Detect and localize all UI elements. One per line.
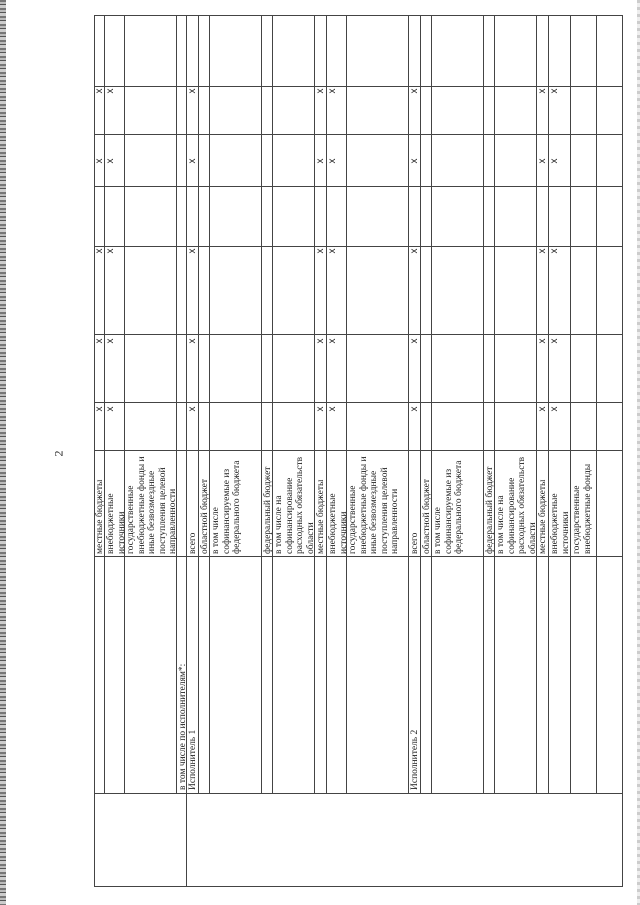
table-row (262, 15, 273, 794)
not-applicable-mark: x (94, 88, 105, 94)
not-applicable-mark: x (537, 248, 548, 254)
not-applicable-mark: x (327, 406, 338, 412)
not-applicable-mark: x (327, 158, 338, 164)
not-applicable-mark: x (409, 248, 420, 254)
not-applicable-mark: x (409, 158, 420, 164)
table-row (125, 15, 177, 794)
table-row (199, 15, 210, 794)
not-applicable-mark: x (105, 406, 116, 412)
table-row (421, 15, 432, 794)
funding-source-cell: федеральный бюджет (263, 466, 273, 554)
not-applicable-mark: x (315, 158, 326, 164)
not-applicable-mark: x (105, 248, 116, 254)
funding-source-cell: государственные внебюджетные фонды (572, 463, 593, 554)
not-applicable-mark: x (94, 248, 105, 254)
not-applicable-mark: x (105, 338, 116, 344)
not-applicable-mark: x (549, 158, 560, 164)
funding-source-cell: всего (188, 532, 198, 554)
not-applicable-mark: x (549, 88, 560, 94)
funding-source-cell: в том числе на софинансирование расходных обязательств области (496, 456, 538, 554)
not-applicable-mark: x (105, 88, 116, 94)
not-applicable-mark: x (409, 88, 420, 94)
not-applicable-mark: x (537, 406, 548, 412)
funding-source-cell: областной бюджет (200, 478, 210, 554)
not-applicable-mark: x (549, 248, 560, 254)
not-applicable-mark: x (327, 88, 338, 94)
not-applicable-mark: x (549, 406, 560, 412)
not-applicable-mark: x (327, 338, 338, 344)
funding-source-cell: всего (410, 532, 420, 554)
not-applicable-mark: x (409, 406, 420, 412)
funding-source-cell: в том числе софинансируемые из федерального бюджета (211, 460, 242, 554)
funding-source-cell: внебюджетные источники (328, 493, 349, 554)
funding-source-cell: местные бюджеты (95, 479, 105, 554)
not-applicable-mark: x (315, 338, 326, 344)
not-applicable-mark: x (549, 338, 560, 344)
table-row (273, 15, 315, 794)
table-row (347, 15, 409, 794)
not-applicable-mark: x (315, 88, 326, 94)
not-applicable-mark: x (187, 88, 198, 94)
funding-source-cell: местные бюджеты (316, 479, 326, 554)
table-row (484, 15, 495, 794)
not-applicable-mark: x (315, 406, 326, 412)
not-applicable-mark: x (187, 338, 198, 344)
funding-source-cell: внебюджетные источники (106, 493, 127, 554)
not-applicable-mark: x (409, 338, 420, 344)
not-applicable-mark: x (187, 248, 198, 254)
table-row (210, 15, 262, 794)
scan-edge-left (0, 0, 6, 905)
not-applicable-mark: x (537, 158, 548, 164)
not-applicable-mark: x (315, 248, 326, 254)
table-row (495, 15, 537, 794)
funding-source-cell: в том числе на софинансирование расходных обязательств области (274, 456, 316, 554)
not-applicable-mark: x (94, 338, 105, 344)
not-applicable-mark: x (187, 406, 198, 412)
executors-header-cell: в том числе по исполнителям*: (178, 663, 188, 790)
funding-source-cell: в том числе софинансируемые из федерального бюджета (433, 460, 464, 554)
funding-source-cell: местные бюджеты (538, 479, 548, 554)
not-applicable-mark: x (94, 406, 105, 412)
funding-source-cell: внебюджетные источники (550, 493, 571, 554)
not-applicable-mark: x (94, 158, 105, 164)
executor-name-cell: Исполнитель 2 (410, 729, 420, 790)
funding-source-cell: государственные внебюджетные фонды и иные безвозмездные поступления целевой направленности (348, 456, 400, 554)
financing-table-rotated (94, 15, 623, 887)
funding-source-cell: областной бюджет (422, 478, 432, 554)
table-row (432, 15, 484, 794)
executor-name-cell: Исполнитель 1 (188, 729, 198, 790)
not-applicable-mark: x (537, 338, 548, 344)
not-applicable-mark: x (105, 158, 116, 164)
page-number: 2 (51, 450, 66, 457)
financing-table (94, 15, 623, 887)
table-row (571, 15, 597, 794)
not-applicable-mark: x (537, 88, 548, 94)
not-applicable-mark: x (187, 158, 198, 164)
not-applicable-mark: x (327, 248, 338, 254)
funding-source-cell: федеральный бюджет (485, 466, 495, 554)
funding-source-cell: государственные внебюджетные фонды и иные безвозмездные поступления целевой направленности (126, 456, 178, 554)
